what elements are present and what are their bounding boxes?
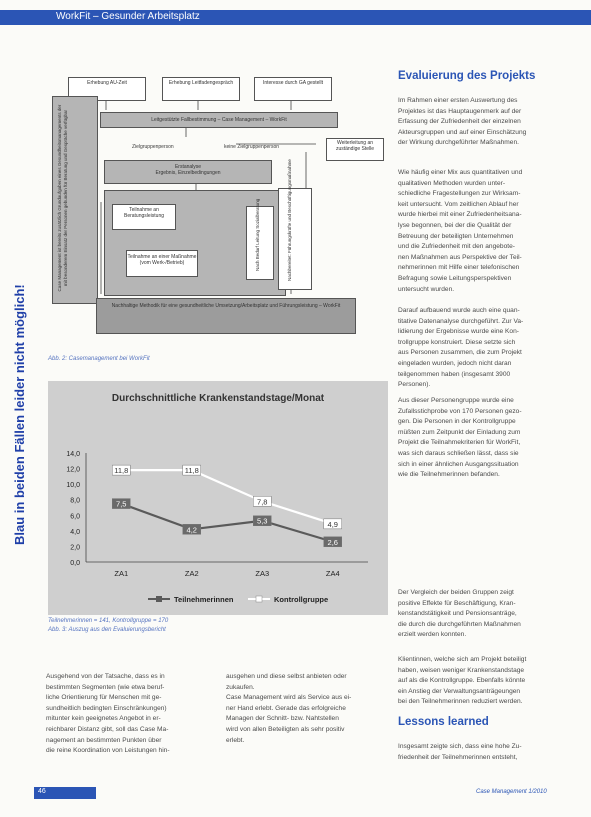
series-line-0 — [121, 504, 333, 542]
sidebar-vertical-note — [12, 284, 32, 546]
text-line: teilgenommen haben (insgesamt 3900 — [398, 370, 511, 378]
bottom-column-1 — [46, 672, 214, 757]
text-line: erlebt. — [226, 736, 245, 744]
text-line: Projektes ist das Hauptaugenmerk auf der — [398, 107, 522, 115]
casemanagement-flowchart — [46, 62, 386, 362]
text-line: wie die Teilnehmerinnen befanden. — [398, 471, 500, 479]
text-line: mitunter kein geeignetes Angebot in er- — [46, 715, 161, 723]
y-tick-label: 2,0 — [70, 544, 80, 552]
chart-canvas — [48, 381, 388, 615]
y-tick-label: 6,0 — [70, 513, 80, 521]
data-label: 5,3 — [257, 516, 268, 526]
ergebnis-label: Ergebnis, Einzelbedingungen — [155, 170, 221, 176]
left-vertical-text: Case Management ist bereits zusätzlich Grundaufgaben eines Gesundheitsmanagements der mit besonderem Einsatz der Personen gebunden für Beratung und Gespräche verfügbar — [57, 104, 68, 292]
text-line: Insgesamt zeigte sich, dass eine hohe Zu- — [398, 743, 522, 750]
paragraph-4 — [398, 396, 576, 481]
box-bottom: Nachhaltige Methodik für eine gesundheitliche Umsetzung/Arbeitsplatz und Führungsleistung – WorkFit — [96, 298, 356, 334]
text-line: friedenheit der Teilnehmerinnen entsteht, — [398, 753, 518, 761]
nachbereitet-text: Nachbereitet: Führungskräfte und Beschäftigungsmaßnahme — [287, 159, 292, 281]
data-label: 7,8 — [257, 497, 268, 507]
paragraph-7 — [398, 742, 576, 763]
erstanalyse-label: Erstanalyse — [174, 164, 202, 170]
text-line: nen Maßnahmen aus Perspektive der Teil- — [398, 253, 522, 261]
y-tick-label: 10,0 — [66, 482, 80, 490]
text-line: Im Rahmen einer ersten Auswertung des — [398, 97, 518, 104]
legend-marker-1 — [256, 596, 262, 602]
bottom-column-2 — [226, 672, 388, 746]
chart-title: Durchschnittliche Krankenstandstage/Monat — [111, 393, 325, 404]
nach-bedarf-text: Nach Bedarf Leitung Sozialberatung — [255, 198, 260, 271]
text-line: schiedliche Fragestellungen zur Wirksam- — [398, 190, 521, 198]
text-line: lyse begonnen, bei der die Qualität der — [398, 221, 512, 229]
data-label: 2,6 — [327, 537, 338, 547]
text-line: kenstandstätigkeit und Pensionsanträge, — [398, 610, 517, 618]
text-line: lidierung der Ergebnisse wurde eine Kon- — [398, 328, 519, 336]
text-line: titative Datenanalyse durchgeführt. Zur Va- — [398, 317, 524, 325]
paragraph-6 — [398, 655, 576, 708]
text-line: zukaufen. — [226, 683, 255, 691]
data-label: 7,5 — [116, 499, 127, 509]
text-line: ausgehen und diese selbst anbieten oder — [226, 673, 347, 680]
text-line: positive Effekte für Beschäftigung, Kran- — [398, 599, 516, 607]
text-line: Betreuung der beteiligten Unternehmen — [398, 232, 514, 240]
page-number: 46 — [38, 788, 46, 795]
data-label: 4,2 — [186, 525, 197, 535]
label-zielgruppenperson: Zielgruppenperson — [132, 144, 174, 150]
chart-counts: Teilnehmerinnen = 141, Kontrollgruppe = 170 — [48, 618, 169, 624]
text-line: Der Vergleich der beiden Gruppen zeigt — [398, 589, 514, 596]
flowchart-caption: Abb. 2: Casemanagement bei WorkFit — [48, 356, 150, 362]
legend-marker-0 — [156, 596, 162, 602]
text-line: Ausgehend von der Tatsache, dass es in — [46, 673, 165, 680]
text-line: müßten zum Zeitpunkt der Einladung zum — [398, 428, 521, 436]
y-tick-label: 14,0 — [66, 451, 80, 458]
text-line: trollgruppe konstruiert. Diese setzte sich — [398, 338, 516, 346]
text-line: keit untersucht. Vom zeitlichen Ablauf her — [398, 200, 519, 208]
text-line: der Wirkung durchgeführter Maßnahmen. — [398, 139, 519, 147]
text-line: auf als die Kontrollgruppe. Ebenfalls könnte — [398, 677, 526, 685]
data-label: 11,8 — [114, 466, 129, 476]
heading-lessons: Lessons learned — [398, 716, 489, 728]
box-nachbereitet — [278, 159, 312, 290]
box-erhebung-leitfaden: Erhebung Leitfadengespräch — [162, 77, 240, 101]
text-line: ein Anstieg der Verwaltungsanträgeungen — [398, 687, 521, 695]
y-tick-label: 0,0 — [70, 560, 80, 567]
text-line: Akteursgruppen und auf einer Einschätzung — [398, 128, 527, 136]
text-line: sundheitlich bedingten Einschränkungen) — [46, 704, 167, 712]
paragraph-5 — [398, 588, 576, 641]
page-number-bar — [34, 787, 96, 799]
data-label: 4,9 — [327, 519, 338, 529]
text-line: nagement an bestimmten Punkten über — [46, 736, 162, 744]
box-erhebung-au: Erhebung AU-Zeit — [68, 77, 146, 101]
box-left-vertical — [52, 96, 98, 304]
data-label: 11,8 — [184, 466, 199, 476]
text-line: die durch die durchgeführten Maßnahmen — [398, 620, 521, 628]
text-line: reichbarer Distanz gibt, soll das Case Ma- — [46, 725, 169, 733]
paragraph-2 — [398, 168, 576, 295]
text-line: Aus dieser Personengruppe wurde eine — [398, 397, 514, 404]
chart-caption: Abb. 3: Auszug aus den Evaluierungsbericht — [48, 627, 166, 633]
text-line: Klientinnen, welche sich am Projekt beteiligt — [398, 656, 527, 663]
text-line: was sich daraus schließen lässt, dass sie — [398, 449, 519, 457]
text-line: sich in einer ähnlichen Ausgangssituation — [398, 460, 519, 468]
box-nach-bedarf — [246, 198, 274, 280]
sidebar-text: Blau in beiden Fällen leider nicht möglich! — [12, 284, 27, 545]
x-tick-label: ZA3 — [255, 569, 270, 578]
text-line: wird von allen Beteiligten als sehr positiv — [226, 725, 345, 733]
heading-evaluierung: Evaluierung des Projekts — [398, 70, 536, 82]
text-line: qualitativen Methoden wurden unter- — [398, 179, 506, 187]
text-line: aus Personen zusammen, die zum Projekt — [398, 349, 522, 357]
box-weiterleitung: Weiterleitung an zuständige Stelle — [326, 138, 384, 161]
text-line: nehmerinnen mit Hilfe einer telefonischen — [398, 264, 520, 272]
text-line: ner Hand erlebt. Gerade das erfolgreiche — [226, 704, 346, 712]
text-line: Wie häufig einer Mix aus quantitativen und — [398, 169, 523, 176]
box-interesse-ga: Interesse durch GA gestellt — [254, 77, 332, 101]
text-line: Darauf aufbauend wurde auch eine quan- — [398, 307, 520, 314]
text-line: haben, weisen weniger Krankenstandstage — [398, 666, 525, 674]
y-tick-label: 12,0 — [66, 466, 80, 474]
text-line: bei den Teilnehmerinnen reduziert werden. — [398, 698, 523, 706]
text-line: gen. Die Personen in der Kontrollgruppe — [398, 418, 516, 426]
text-line: eingeladen wurden, jedoch nicht daran — [398, 359, 512, 367]
text-line: liche Orientierung für Menschen mit ge- — [46, 694, 162, 702]
box-erstanalyse — [104, 160, 272, 184]
box-teilnahme-beratung: Teilnahme an Beratungsleistung — [112, 204, 176, 230]
paragraph-3 — [398, 306, 576, 391]
text-line: die reine Koordination von Leistungen hin- — [46, 747, 170, 755]
label-keine-zielgruppe: keine Zielgruppenperson — [224, 144, 280, 150]
x-tick-label: ZA4 — [325, 569, 340, 578]
paragraph-1 — [398, 96, 576, 149]
x-tick-label: ZA2 — [184, 569, 199, 578]
x-tick-label: ZA1 — [114, 569, 129, 578]
journal-footer: Case Management 1/2010 — [476, 789, 547, 795]
text-line: und die Zufriedenheit mit den angebote- — [398, 243, 515, 251]
text-line: untersucht wurden. — [398, 285, 455, 293]
y-tick-label: 8,0 — [70, 497, 80, 505]
box-main-bar: Leitgestützte Fallbestimmung – Case Management – WorkFit — [100, 112, 338, 128]
text-line: wurde hierbei mit einer Zufriedenheitsana- — [398, 211, 522, 219]
box-teilnahme-massnahme: Teilnahme an einer Maßnahme (vom Werk-/Betrieb) — [126, 250, 198, 277]
krankenstand-chart — [48, 381, 388, 615]
legend-label-1: Kontrollgruppe — [274, 595, 329, 604]
text-line: Projekt die Teilnahmekriterien für WorkFit, — [398, 439, 521, 447]
text-line: Erfassung der Zufriedenheit der einzelnen — [398, 118, 521, 126]
text-line: Managen der Schnitt- bzw. Nahtstellen — [226, 715, 339, 723]
text-line: erzielt werden konnten. — [398, 631, 467, 639]
text-line: Personen). — [398, 381, 431, 389]
legend-label-0: Teilnehmerinnen — [174, 595, 234, 604]
y-tick-label: 4,0 — [70, 528, 80, 536]
text-line: Zufallsstichprobe von 170 Personen gezo- — [398, 407, 522, 415]
header-title: WorkFit – Gesunder Arbeitsplatz — [56, 11, 200, 22]
text-line: Befragung sowie Leitungsperspektiven — [398, 274, 512, 282]
text-line: bestimmten Segmenten (wie etwa beruf- — [46, 683, 165, 691]
running-header — [0, 10, 591, 25]
text-line: Case Management wird als Service aus ei- — [226, 694, 352, 702]
